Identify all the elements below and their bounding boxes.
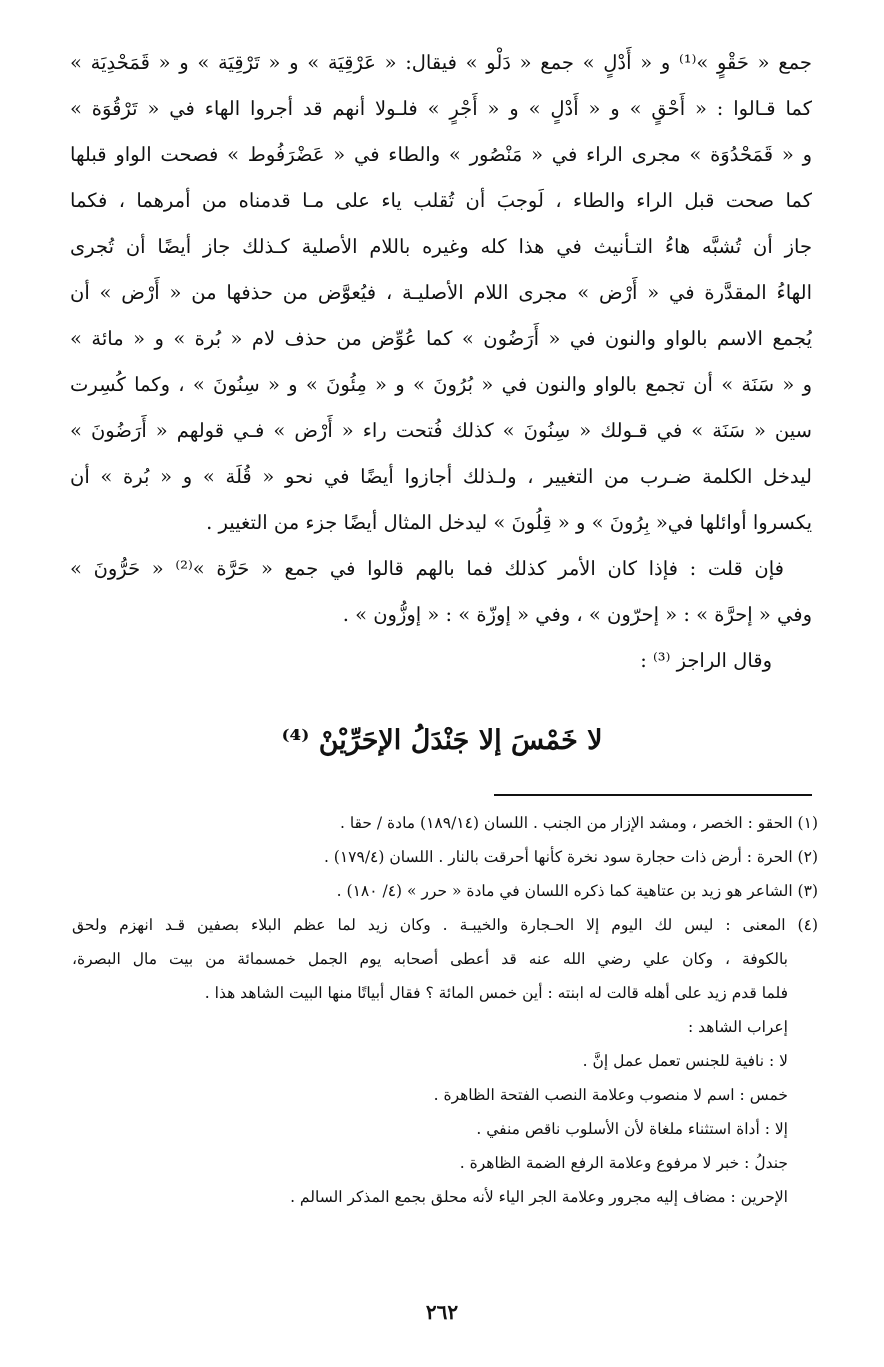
parsing-line: الإحرين : مضاف إليه مجرور وعلامة الجر الياء لأنه محلق بجمع المذكر السالم . xyxy=(290,1188,788,1206)
text-line: يكسروا أوائلها في« بِرُونَ » و « قِلُونَ » ليدخل المثال أيضًا جزء من التغيير . xyxy=(206,511,812,534)
parsing-line: خمس : اسم لا منصوب وعلامة النصب الفتحة الظاهرة . xyxy=(433,1086,788,1104)
text-line: ليدخل الكلمة ضـرب من التغيير ، ولـذلك أجازوا أيضًا في نحو « قُلَة » و « بُرة » أن xyxy=(70,465,812,488)
parsing-line: لا : نافية للجنس تعمل عمل إنَّ . xyxy=(582,1052,788,1070)
text-line: يُجمع الاسم بالواو والنون في « أَرَضُون » كما عُوِّض من حذف لام « بُرة » و « مائة » xyxy=(70,327,812,350)
footnote-1: (١) الحقو : الخصر ، ومشد الإزار من الجنب . اللسان (١٨٩/١٤) مادة / حقا . xyxy=(339,814,818,832)
footnotes xyxy=(72,806,818,1214)
text-line: سين « سَنَة » في قـولك « سِنُونَ » كذلك فُتحت راء « أَرْض » فـي قولهم « أَرَضُونَ » xyxy=(70,419,812,442)
text-line: فإن قلت : فإذا كان الأمر كذلك فما بالهم قالوا في جمع « حَرَّة »⁽²⁾ « حَرُّونَ » xyxy=(70,557,785,580)
page-number: ٢٦٢ xyxy=(425,1300,459,1324)
parsing-line: إلا : أداة استثناء ملغاة لأن الأسلوب ناقص منفي . xyxy=(476,1120,788,1138)
footnote-3: (٣) الشاعر هو زيد بن عتاهية كما ذكره اللسان في مادة « حرر » (٤/ ١٨٠) . xyxy=(336,882,818,900)
poetry-verse: لا خَمْسَ إلا جَنْدَلُ الإحَرِّيْنْ ⁽⁴⁾ xyxy=(281,725,603,756)
text-line: و « قَمَحْدُوَة » مجرى الراء في « مَنْصُور » والطاء في « عَضْرَفُوط » فصحت الواو قبلها xyxy=(70,143,812,166)
text-line: وفي « إحرَّة » : « إحرّون » ، وفي « إوزّة » : « إوزُّون » . xyxy=(342,603,812,626)
footnote-4-line: بالكوفة ، وكان علي رضي الله عنه قد أعطى أصحابه يوم الجمل خمسمائة من بيت مال البصرة، xyxy=(72,950,788,968)
parsing-title: إعراب الشاهد : xyxy=(688,1018,788,1036)
text-line: جمع « حَقْوٍ »⁽¹⁾ و « أَدْلٍ » جمع « دَلْو » فيقال: « عَرْقِيَة » و « تَرْقِيَة » و « قَمَحْدِيَة » xyxy=(70,51,812,74)
text-line: جاز أن تُشبَّه هاءُ التـأنيث في هذا كله وغيره باللام الأصلية كـذلك جاز أيضًا أن تُجرى xyxy=(70,235,812,258)
verse-intro: وقال الراجز ⁽³⁾ : xyxy=(640,649,772,672)
footnote-divider xyxy=(494,794,812,796)
main-text-block xyxy=(70,40,812,684)
text-line: و « سَنَة » أن تجمع بالواو والنون في « بُرُونَ » و « مِئُونَ » و « سِنُونَ » ، وكما كُسِرت xyxy=(70,373,812,396)
footnote-4-line: (٤) المعنى : ليس لك اليوم إلا الحـجارة والخيبـة . وكان زيد لما عظم البلاء بصفين قـد انهزم ولحق xyxy=(72,916,818,934)
text-line: كما صحت قبل الراء والطاء ، لَوجبَ أن تُقلب ياء على مـا قدمناه من أمرهما ، فكما xyxy=(70,189,812,212)
text-line: كما قـالوا : « أَحْقٍ » و « أَدْلٍ » و « أَجْرٍ » فلـولا أنهم قد أجروا الهاء في « تَرْقُوَة » xyxy=(70,97,812,120)
footnote-4-line: فلما قدم زيد على أهله قالت له ابنته : أين خمس المائة ؟ فقال أبياتًا منها البيت الشاهد هذا . xyxy=(204,984,788,1002)
text-line: الهاءُ المقدَّرة في « أَرْض » مجرى اللام الأصليـة ، فيُعوَّض من حذفها من « أَرْض » أن xyxy=(70,281,812,304)
footnote-2: (٢) الحرة : أرض ذات حجارة سود نخرة كأنها أحرقت بالنار . اللسان (١٧٩/٤) . xyxy=(323,848,818,866)
parsing-line: جندلُ : خبر لا مرفوع وعلامة الرفع الضمة الظاهرة . xyxy=(459,1154,788,1172)
